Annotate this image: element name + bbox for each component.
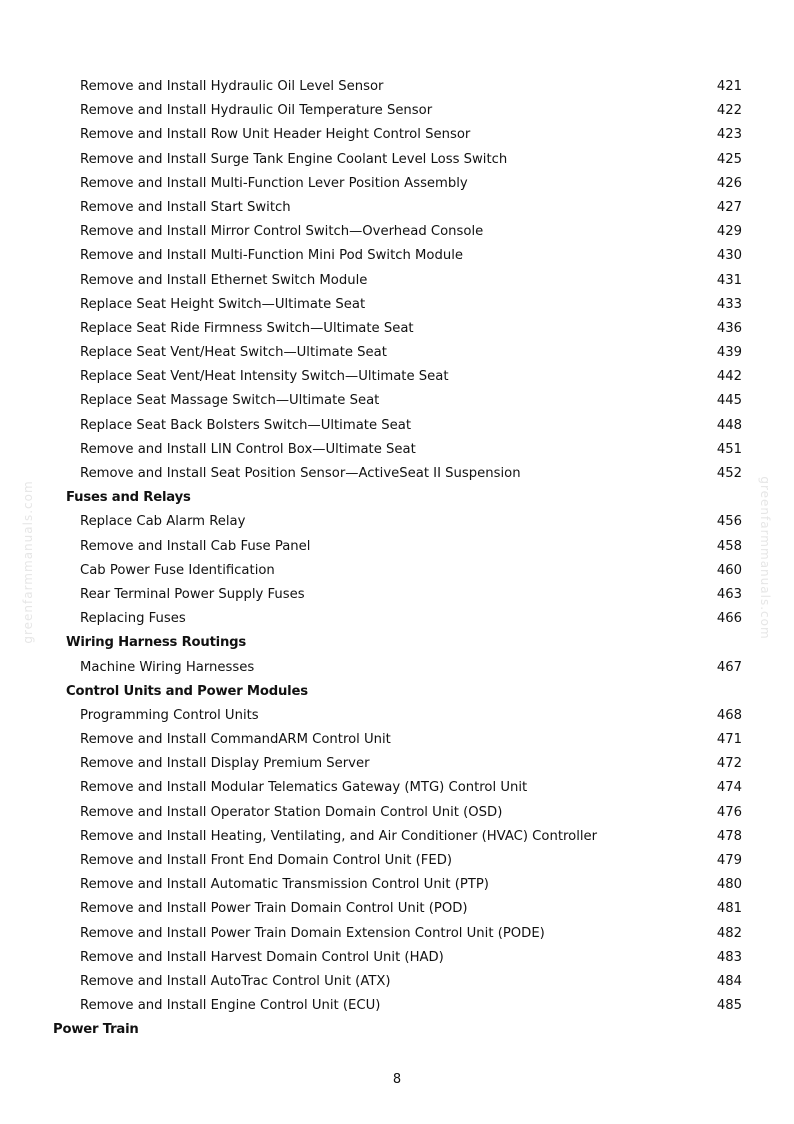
toc-entry-title: Power Train <box>53 1022 139 1038</box>
toc-entry-title: Replace Seat Back Bolsters Switch—Ultimate Seat <box>80 417 411 433</box>
toc-entry-title: Replace Seat Height Switch—Ultimate Seat <box>80 296 366 312</box>
toc-entry-title: Remove and Install Ethernet Switch Module <box>80 272 368 288</box>
toc-entry-title: Remove and Install Mirror Control Switch—Overhead Console <box>80 224 484 240</box>
toc-entry[interactable] <box>0 123 794 147</box>
toc-entry-title: Remove and Install CommandARM Control Unit <box>80 732 391 748</box>
toc-entry-page-number: 466 <box>716 611 742 627</box>
toc-entry-page-number: 471 <box>716 732 742 748</box>
toc-entry[interactable] <box>0 559 794 583</box>
toc-entry-title: Remove and Install AutoTrac Control Unit (ATX) <box>80 973 391 989</box>
toc-entry-title: Wiring Harness Routings <box>66 635 247 651</box>
toc-entry-page-number: 433 <box>716 296 742 312</box>
toc-entry-title: Replace Seat Vent/Heat Switch—Ultimate Seat <box>80 345 387 361</box>
toc-entry[interactable] <box>0 438 794 462</box>
toc-entry-title: Fuses and Relays <box>66 490 191 506</box>
toc-entry[interactable] <box>0 244 794 268</box>
toc-section-heading[interactable] <box>0 680 794 704</box>
toc-entry-page-number: 429 <box>716 224 742 240</box>
toc-entry-title: Replacing Fuses <box>80 611 186 627</box>
toc-entry[interactable] <box>0 776 794 800</box>
toc-entry[interactable] <box>0 873 794 897</box>
toc-entry[interactable] <box>0 293 794 317</box>
toc-entry-title: Rear Terminal Power Supply Fuses <box>80 586 305 602</box>
toc-entry-page-number: 478 <box>716 828 742 844</box>
toc-entry[interactable] <box>0 99 794 123</box>
toc-entry-page-number: 472 <box>716 756 742 772</box>
toc-entry-page-number: 456 <box>716 514 742 530</box>
toc-entry-page-number: 463 <box>716 586 742 602</box>
toc-entry[interactable] <box>0 994 794 1018</box>
toc-entry-title: Remove and Install Power Train Domain Extension Control Unit (PODE) <box>80 925 545 941</box>
toc-entry-page-number: 484 <box>716 973 742 989</box>
toc-entry-title: Remove and Install Hydraulic Oil Temperature Sensor <box>80 103 433 119</box>
toc-entry[interactable] <box>0 220 794 244</box>
toc-entry[interactable] <box>0 728 794 752</box>
toc-entry[interactable] <box>0 946 794 970</box>
toc-entry-title: Remove and Install Seat Position Sensor—ActiveSeat II Suspension <box>80 466 521 481</box>
toc-entry[interactable] <box>0 341 794 365</box>
toc-entry-title: Remove and Install Front End Domain Control Unit (FED) <box>80 853 453 868</box>
toc-entry[interactable] <box>0 148 794 172</box>
toc-entry-page-number: 423 <box>716 127 742 143</box>
toc-entry-title: Remove and Install Cab Fuse Panel <box>80 538 311 554</box>
toc-entry-title: Machine Wiring Harnesses <box>80 659 255 675</box>
toc-entry-page-number: 480 <box>716 877 742 893</box>
toc-entry[interactable] <box>0 970 794 994</box>
toc-entry-title: Remove and Install Power Train Domain Control Unit (POD) <box>80 901 468 917</box>
toc-entry-page-number: 485 <box>716 998 742 1014</box>
toc-entry-title: Remove and Install Start Switch <box>80 199 291 215</box>
toc-entry-title: Replace Seat Massage Switch—Ultimate Seat <box>80 393 380 409</box>
watermark-right: greenfarmmanuals.com <box>758 476 772 640</box>
toc-entry-title: Remove and Install Surge Tank Engine Coolant Level Loss Switch <box>80 151 508 167</box>
toc-entry-title: Remove and Install Harvest Domain Control Unit (HAD) <box>80 949 444 965</box>
toc-entry-title: Control Units and Power Modules <box>66 683 308 699</box>
toc-entry[interactable] <box>0 752 794 776</box>
toc-entry-title: Remove and Install Operator Station Domain Control Unit (OSD) <box>80 804 503 820</box>
toc-entry[interactable] <box>0 849 794 873</box>
toc-entry[interactable] <box>0 656 794 680</box>
toc-entry-page-number: 474 <box>716 780 742 796</box>
toc-entry-title: Programming Control Units <box>80 707 259 723</box>
toc-entry-page-number: 468 <box>716 707 742 723</box>
toc-entry-page-number: 460 <box>716 562 742 578</box>
toc-entry-page-number: 451 <box>716 441 742 457</box>
toc-entry-title: Replace Cab Alarm Relay <box>80 514 246 530</box>
table-of-contents <box>0 75 794 1043</box>
toc-entry-page-number: 425 <box>716 151 742 167</box>
toc-entry-title: Remove and Install Multi-Function Mini Pod Switch Module <box>80 248 463 264</box>
toc-entry[interactable] <box>0 510 794 534</box>
toc-entry[interactable] <box>0 414 794 438</box>
toc-entry-page-number: 483 <box>716 949 742 965</box>
toc-entry[interactable] <box>0 462 794 486</box>
toc-entry-title: Remove and Install Hydraulic Oil Level Sensor <box>80 79 384 94</box>
toc-entry[interactable] <box>0 365 794 389</box>
toc-entry-title: Remove and Install Multi-Function Lever Position Assembly <box>80 175 468 191</box>
toc-section-heading[interactable] <box>0 1018 794 1042</box>
toc-entry-page-number: 448 <box>716 417 742 433</box>
toc-entry-title: Remove and Install Engine Control Unit (ECU) <box>80 998 381 1014</box>
watermark-left: greenfarmmanuals.com <box>21 480 35 644</box>
toc-entry-title: Cab Power Fuse Identification <box>80 562 275 578</box>
toc-entry[interactable] <box>0 583 794 607</box>
toc-entry-title: Replace Seat Ride Firmness Switch—Ultimate Seat <box>80 320 414 336</box>
toc-entry-title: Remove and Install Heating, Ventilating, and Air Conditioner (HVAC) Controller <box>80 828 598 844</box>
toc-section-heading[interactable] <box>0 631 794 655</box>
toc-entry-title: Remove and Install Display Premium Server <box>80 756 370 772</box>
toc-entry[interactable] <box>0 704 794 728</box>
toc-entry-page-number: 458 <box>716 538 742 554</box>
toc-section-heading[interactable] <box>0 486 794 510</box>
toc-entry-page-number: 442 <box>716 369 742 385</box>
toc-entry[interactable] <box>0 317 794 341</box>
page-number: 8 <box>392 1072 402 1087</box>
toc-entry-title: Replace Seat Vent/Heat Intensity Switch—Ultimate Seat <box>80 369 449 385</box>
toc-entry-page-number: 431 <box>716 272 742 288</box>
toc-entry-page-number: 439 <box>716 345 742 361</box>
toc-entry-page-number: 476 <box>716 804 742 820</box>
toc-entry-page-number: 422 <box>716 103 742 119</box>
toc-entry-page-number: 482 <box>716 925 742 941</box>
toc-entry[interactable] <box>0 172 794 196</box>
toc-entry-title: Remove and Install Modular Telematics Gateway (MTG) Control Unit <box>80 780 528 796</box>
toc-entry-page-number: 481 <box>716 901 742 917</box>
toc-entry[interactable] <box>0 801 794 825</box>
toc-entry[interactable] <box>0 196 794 220</box>
toc-entry[interactable] <box>0 897 794 921</box>
toc-entry-page-number: 452 <box>716 466 742 481</box>
toc-entry[interactable] <box>0 75 794 99</box>
toc-entry-page-number: 421 <box>716 79 742 94</box>
toc-entry[interactable] <box>0 922 794 946</box>
toc-entry-page-number: 430 <box>716 248 742 264</box>
toc-entry[interactable] <box>0 389 794 413</box>
toc-entry-title: Remove and Install LIN Control Box—Ultimate Seat <box>80 441 416 457</box>
toc-entry-page-number: 436 <box>716 320 742 336</box>
toc-entry-page-number: 445 <box>716 393 742 409</box>
toc-entry[interactable] <box>0 535 794 559</box>
toc-entry-page-number: 479 <box>716 853 742 868</box>
toc-entry[interactable] <box>0 825 794 849</box>
toc-entry-title: Remove and Install Row Unit Header Height Control Sensor <box>80 127 471 143</box>
toc-entry-title: Remove and Install Automatic Transmission Control Unit (PTP) <box>80 877 489 893</box>
toc-entry[interactable] <box>0 607 794 631</box>
toc-entry-page-number: 427 <box>716 199 742 215</box>
toc-entry-page-number: 467 <box>716 659 742 675</box>
toc-entry[interactable] <box>0 269 794 293</box>
toc-entry-page-number: 426 <box>716 175 742 191</box>
